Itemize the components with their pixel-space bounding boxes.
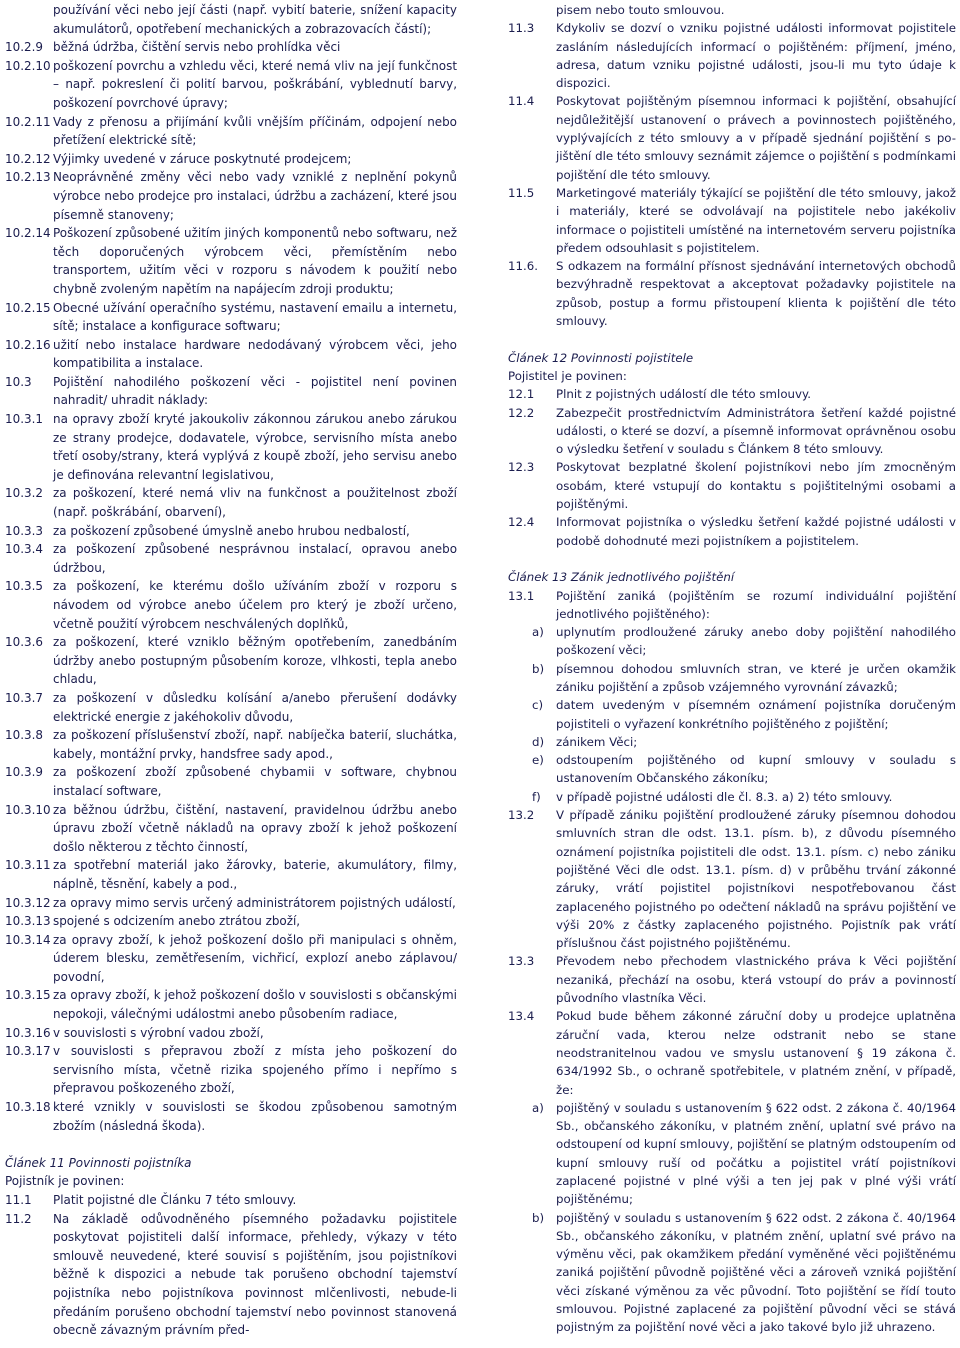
clause-number: 12.4	[508, 515, 535, 530]
clause-text: za opravy zboží, k jehož poškození došlo při manipulaci s ohněm, úderem blesku, zemětřesením, vichřicí, explozí anebo záplavou/ povodní,	[53, 932, 457, 984]
clause-10-2-12	[5, 150, 457, 169]
clause-number: 11.3	[508, 21, 535, 36]
section-intro: Pojistník je povinen:	[5, 1174, 125, 1189]
section-spacer	[508, 330, 956, 348]
clause-text: datem uvedeným v písemném oznámení pojistníka doručeným pojistiteli o vyřazení konkrétního pojištěného z pojištění;	[556, 698, 956, 731]
clause-10-3-3	[5, 522, 457, 541]
clause-number: 10.2.14	[5, 226, 51, 241]
sub-clause-letter: d)	[532, 734, 545, 749]
clause-10-3-8	[5, 726, 457, 763]
clause-continuation	[5, 1, 457, 38]
clause-10-3	[5, 373, 457, 410]
clause-number: 10.2.16	[5, 337, 51, 352]
clause-text: Pojištění zaniká (pojištěním se rozumí individuální pojištění jednotlivého pojištěného):	[556, 588, 956, 621]
sub-clause	[508, 751, 956, 788]
clause-12-2	[508, 404, 956, 459]
section-heading: Článek 12 Povinnosti pojistitele	[508, 350, 694, 365]
section-heading: Článek 13 Zánik jednotlivého pojištění	[508, 570, 735, 585]
clause-text: uplynutím prodloužené záruky anebo doby pojištění nahodilého poškození věci;	[556, 625, 956, 658]
clause-text: za poškození příslušenství zboží, např. nabíječka baterií, sluchátka, kabely, montážní prvky, handsfree sady apod.,	[53, 728, 457, 761]
clause-10-3-11	[5, 856, 457, 893]
clause-10-3-12	[5, 894, 457, 913]
clause-number: 10.3.13	[5, 914, 51, 929]
clause-number: 10.3.10	[5, 802, 51, 817]
clause-10-3-10	[5, 801, 457, 857]
clause-10-3-9	[5, 763, 457, 800]
clause-number: 12.2	[508, 405, 535, 420]
sub-clause	[508, 733, 956, 751]
clause-10-3-16	[5, 1024, 457, 1043]
clause-number: 10.2.10	[5, 58, 51, 73]
clause-text: Výjimky uvedené v záruce poskytnuté prodejcem;	[53, 151, 352, 166]
clause-13-3	[508, 952, 956, 1007]
clause-number: 10.3.18	[5, 1100, 51, 1115]
clause-number: 10.3.3	[5, 523, 43, 538]
clause-number: 10.3.15	[5, 988, 51, 1003]
clause-11-4	[508, 92, 956, 183]
clause-text: Zabezpečit prostřednictvím Administrátora šetření každé pojistné události, o které se dozví, a písemně informovat oprávněnou osobu o výsledku šetření v souladu s Článkem 8 této smlouvy.	[556, 405, 956, 457]
clause-number: 10.3.12	[5, 895, 51, 910]
clause-text: Převodem nebo přechodem vlastnického práva k Věci pojištění nezaniká, přechází na osobu, která vstoupí do práv a povinností původního vlastníka Věci.	[556, 954, 956, 1006]
clause-10-3-1	[5, 410, 457, 484]
clause-10-2-15	[5, 299, 457, 336]
clause-10-3-15	[5, 986, 457, 1023]
sub-clause-letter: e)	[532, 753, 544, 768]
right-column	[508, 1, 956, 1337]
sub-clause-letter: c)	[532, 698, 544, 713]
clause-number: 10.3.2	[5, 486, 43, 501]
clause-text: Kdykoliv se dozví o vzniku pojistné události informovat pojistitele zasláním následujících informací o pojištěném: příjmení, jméno, adresa, datum vzniku pojistné události, jsou-li mu tyto údaje k dispozici.	[556, 21, 956, 91]
clause-text: za opravy mimo servis určený administrátorem pojistných událostí,	[53, 895, 456, 910]
clause-11-6	[508, 257, 956, 330]
clause-text: odstoupením pojištěného od kupní smlouvy v souladu s ustanovením Občanského zákoníku;	[556, 753, 956, 786]
section-heading: Článek 11 Povinnosti pojistníka	[5, 1155, 192, 1170]
clause-number: 10.2.9	[5, 40, 43, 55]
clause-number: 10.3.16	[5, 1025, 51, 1040]
clause-13-2	[508, 806, 956, 952]
clause-text: užití nebo instalace hardware nedodávaný výrobcem věci, jeho kompatibilita a instalace.	[53, 337, 457, 371]
clause-text: Pokud bude během zákonné záruční doby u prodejce uplatněna záruční vada, kterou nelze odstranit nebo se stane neodstranitelnou vadou ve smyslu ustanovení § 19 zákona č. 634/1992 Sb., o ochraně spotřebitele, v platném znění, v případě, že:	[556, 1009, 956, 1097]
clause-text: běžná údržba, čištění servis nebo prohlídka věci	[53, 40, 341, 55]
clause-text: pojištěný v souladu s ustanovením § 622 odst. 2 zákona č. 40/1964 Sb., občanského zákoníku, v platném znění, uplatní své právo na výměnu věci, pak okamžikem předání vyměněné věci pojištěnému zaniká pojištění původně pojištěné věci a zároveň vzniká pojištění věci získané výměnou za věc původní. Toto pojištění se řídí touto smlouvou. Pojistné zaplacené za pojištění původní věci se stává pojistným za pojištění nové věci a jako takové bylo již uhrazeno.	[556, 1210, 956, 1335]
sub-clause-letter: b)	[532, 661, 545, 676]
sub-clause-letter: a)	[532, 625, 544, 640]
clause-10-3-18	[5, 1098, 457, 1135]
clause-text: Obecné užívání operačního systému, nastavení emailu a internetu, sítě; instalace a konfigurace softwaru;	[53, 300, 457, 334]
left-column	[5, 1, 457, 1340]
clause-text: Neoprávněné změny věci nebo vady vzniklé z neplnění pokynů výrobce nebo prodejce pro instalaci, údržbu a zacházení, které jsou písemně stanoveny;	[53, 170, 457, 222]
clause-text: v souvislosti s přepravou zboží z místa jeho poškození do servisního místa, včetně rizika spojeného přímo i nepřímo s přepravou poškozeného zboží,	[53, 1044, 457, 1096]
clause-number: 10.3.5	[5, 579, 43, 594]
clause-text: spojené s odcizením anebo ztrátou zboží,	[53, 914, 301, 929]
clause-text: V případě zániku pojištění prodloužené záruky písemnou dohodou smluvních stran dle odst. 13.1. písm. b), z důvodu písemného oznámení pojistníka pojistiteli dle odst. 13.1. písm. c) nebo zániku pojištěné Věci dle odst. 13.1. písm. d) v průběhu trvání zákonné záruky, vrátí pojistitel pojistníkovi nespotřebovanou část zaplaceného pojistného po odečtení nákladů na správu pojištění ve výši 20% z částky zaplaceného pojistného. Pojistník pak vrátí příslušnou část pojistného pojištěnému.	[556, 808, 956, 951]
clause-number: 10.2.13	[5, 170, 51, 185]
clause-text: Plnit z pojistných událostí dle této smlouvy.	[556, 387, 812, 402]
clause-number: 13.1	[508, 588, 535, 603]
clause-text: pisem nebo touto smlouvou.	[556, 3, 725, 17]
clause-text: za opravy zboží, k jehož poškození došlo v souvislosti s občanskými nepokoji, válečnými událostmi anebo působením radiace,	[53, 988, 457, 1022]
clause-number: 13.3	[508, 954, 535, 969]
clause-10-3-17	[5, 1042, 457, 1098]
clause-text: za spotřební materiál jako žárovky, baterie, akumulátory, filmy, náplně, těsnění, kabely a pod.,	[53, 858, 457, 891]
sub-clause	[508, 1099, 956, 1209]
clause-number: 10.3.4	[5, 542, 43, 557]
clause-12-1	[508, 385, 956, 403]
clause-10-3-4	[5, 540, 457, 577]
clause-10-2-13	[5, 168, 457, 224]
sub-clause	[508, 696, 956, 733]
clause-text: Vady z přenosu a přijímání kvůli vnějším příčinám, odpojení nebo přetížení elektrické sítě;	[53, 114, 457, 148]
clause-12-4	[508, 513, 956, 550]
clause-text: zánikem Věci;	[556, 734, 638, 749]
clause-text: Informovat pojistníka o výsledku šetření každé pojistné události v podobě dohodnuté mezi pojistníkem a pojistitelem.	[556, 515, 956, 548]
sub-clause	[508, 623, 956, 660]
sub-clause-letter: f)	[532, 789, 541, 804]
clause-number: 10.3	[5, 374, 32, 389]
clause-text: v souvislosti s výrobní vadou zboží,	[53, 1025, 264, 1040]
clause-text: Marketingové materiály týkající se pojištění dle této smlouvy, jakož i materiály, které se odvolávají na pojistitele nebo jakékoliv informace o pojistiteli umístěné na internetovém serveru pojistníka předem odsouhlasit s pojistitelem.	[556, 185, 956, 255]
clause-10-2-16	[5, 336, 457, 373]
sub-clause-letter: a)	[532, 1100, 544, 1115]
clause-11-3	[508, 19, 956, 92]
clause-10-2-14	[5, 224, 457, 298]
clause-number: 13.4	[508, 1009, 535, 1024]
clause-11-1	[5, 1191, 457, 1210]
clause-number: 10.3.1	[5, 412, 43, 427]
clause-number: 10.3.14	[5, 932, 51, 947]
clause-number: 11.5	[508, 185, 535, 200]
clause-text: používání věci nebo její části (např. vybití baterie, snížení kapacity akumulátorů, opotřebení mechanických a zobrazovacích částí);	[53, 3, 457, 36]
clause-number: 10.2.12	[5, 151, 51, 166]
clause-number: 11.4	[508, 94, 535, 109]
clause-number: 12.1	[508, 387, 535, 402]
sub-clause	[508, 788, 956, 806]
clause-text: za poškození, ke kterému došlo užíváním zboží v rozporu s návodem od výrobce anebo účelem pro který je zboží určeno, včetně použití výrobcem neschválených doplňků,	[53, 579, 457, 631]
clause-number: 10.2.11	[5, 114, 51, 129]
clause-10-3-6	[5, 633, 457, 689]
clause-13-4	[508, 1007, 956, 1098]
clause-13-1	[508, 587, 956, 624]
sub-clause-letter: b)	[532, 1210, 545, 1225]
clause-number: 10.3.6	[5, 635, 43, 650]
clause-text: písemnou dohodou smluvních stran, ve které je určen okamžik zániku pojištění a způsob vzájemného vyrovnání závazků;	[556, 661, 956, 694]
clause-text: S odkazem na formální přísnost sjednávání internetových obchodů bezvýhradně respektovat a akceptovat požadavky pojistitele na způsob, postup a formu přistoupení klienta k pojištění dle této smlouvy.	[556, 259, 956, 329]
clause-number: 10.3.7	[5, 690, 43, 705]
clause-text: v případě pojistné události dle čl. 8.3. a) 2) této smlouvy.	[556, 789, 893, 804]
sub-clause	[508, 1209, 956, 1337]
section-intro: Pojistitel je povinen:	[508, 368, 627, 383]
clause-number: 12.3	[508, 460, 535, 475]
clause-text: Platit pojistné dle Článku 7 této smlouvy.	[53, 1193, 297, 1207]
clause-11-2	[5, 1210, 457, 1340]
clause-text: poškození povrchu a vzhledu věci, které nemá vliv na její funkčnost – např. pokreslení či polití barvou, poškrábání, vyblednutí barvy, poškození povrchové úpravy;	[53, 58, 458, 110]
clause-text: za poškození způsobené úmyslně anebo hrubou nedbalostí,	[53, 523, 410, 538]
clause-number: 11.1	[5, 1193, 32, 1207]
clause-10-2-10	[5, 57, 457, 113]
clause-text: Poskytovat bezplatné školení pojistníkovi nebo jím zmocněným osobám, které vstupují do kontaktu s pojištitelnými osobami a pojištěnými.	[556, 460, 956, 512]
clause-10-3-2	[5, 484, 457, 521]
clause-12-3	[508, 458, 956, 513]
clause-text: za běžnou údržbu, čištění, nastavení, pravidelnou údržbu anebo úpravu zboží včetně nákladů na opravy zboží k jehož poškození došlo některou z těchto činností,	[53, 802, 457, 854]
clause-number: 13.2	[508, 808, 535, 823]
clause-text: za poškození způsobené nesprávnou instalací, opravou anebo údržbou,	[53, 542, 457, 575]
clause-text: na opravy zboží kryté jakoukoliv zákonnou zárukou anebo zárukou ze strany prodejce, dodavatele, výrobce, servisního místa anebo třetí osoby/strany, která vyplývá z koupě zboží, jeho servisu anebo je definována relevantní legislativou,	[53, 412, 457, 482]
clause-10-2-9	[5, 38, 457, 57]
clause-text: za poškození, které nemá vliv na funkčnost a použitelnost zboží (např. poškrábání, obarvení),	[53, 486, 457, 520]
clause-10-2-11	[5, 113, 457, 150]
clause-text: které vznikly v souvislosti se škodou způsobenou samotným zbožím (následná škoda).	[53, 1100, 457, 1133]
clause-text: pojištěný v souladu s ustanovením § 622 odst. 2 zákona č. 40/1964 Sb., občanského zákoníku, v platném znění, uplatní své právo na odstoupení od kupní smlouvy, pojištění se platným odstoupením od kupní smlouvy ruší od počátku a pojistitel vrátí pojistníkovi zaplacené pojistné v plné výši a ten jej pak v plné výši vrátí pojištěnému;	[556, 1100, 956, 1207]
clause-10-3-7	[5, 689, 457, 726]
clause-number: 10.3.9	[5, 765, 43, 780]
clause-number: 10.3.8	[5, 728, 43, 743]
clause-10-3-5	[5, 577, 457, 633]
clause-continuation	[508, 1, 956, 19]
clause-text: Poškození způsobené užitím jiných komponentů nebo softwaru, než těch doporučených výrobcem věci, přemístěním nebo transportem, užitím věci v rozporu s návodem k použití nebo chybně zvoleným napětím na napájecím zdroji produktu;	[53, 226, 457, 296]
clause-text: Na základě odůvodněného písemného požadavku pojistitele poskytovat pojistiteli další informace, přehledy, výkazy v této smlouvě neuvedené, které souvisí s pojištěním, jsou pojistníkovi běžně k dispozici a nebude tak porušeno obchodní tajemství pojistníka nebo pojistníkova povinnost mlčenlivosti, nebude-li předáním porušeno obchodní tajemství nebo povinnost stanovená obecně závazným právním před-	[53, 1211, 457, 1338]
section-spacer	[508, 550, 956, 568]
clause-number: 10.3.17	[5, 1044, 51, 1059]
clause-number: 11.6.	[508, 259, 539, 274]
clause-11-5	[508, 184, 956, 257]
section-spacer	[5, 1135, 457, 1154]
clause-number: 10.3.11	[5, 858, 51, 873]
clause-text: za poškození zboží způsobené chybamii v software, chybnou instalací software,	[53, 765, 457, 798]
clause-text: Poskytovat pojištěným písemnou informaci k pojištění, obsahující nejdůležitější ustanovení o právech a povinnostech pojištěného, vyplývajících z této smlouvy a v případě sjednání pojištění s po-jištění dle této smlouvy seznámit zájemce o pojištění s podmínkami pojištění dle této smlouvy.	[556, 94, 956, 182]
clause-10-3-14	[5, 931, 457, 987]
clause-10-3-13	[5, 912, 457, 931]
clause-text: Pojištění nahodilého poškození věci - pojistitel není povinen nahradit/ uhradit náklady:	[53, 374, 457, 408]
clause-text: za poškození v důsledku kolísání a/anebo přerušení dodávky elektrické energie z jakéhokoliv důvodu,	[53, 690, 457, 724]
sub-clause	[508, 660, 956, 697]
clause-number: 10.2.15	[5, 300, 51, 315]
clause-number: 11.2	[5, 1211, 32, 1226]
clause-text: za poškození, které vzniklo běžným opotřebením, zanedbáním údržby anebo postupným působením koroze, vlhkosti, tepla anebo chladu,	[53, 635, 457, 687]
